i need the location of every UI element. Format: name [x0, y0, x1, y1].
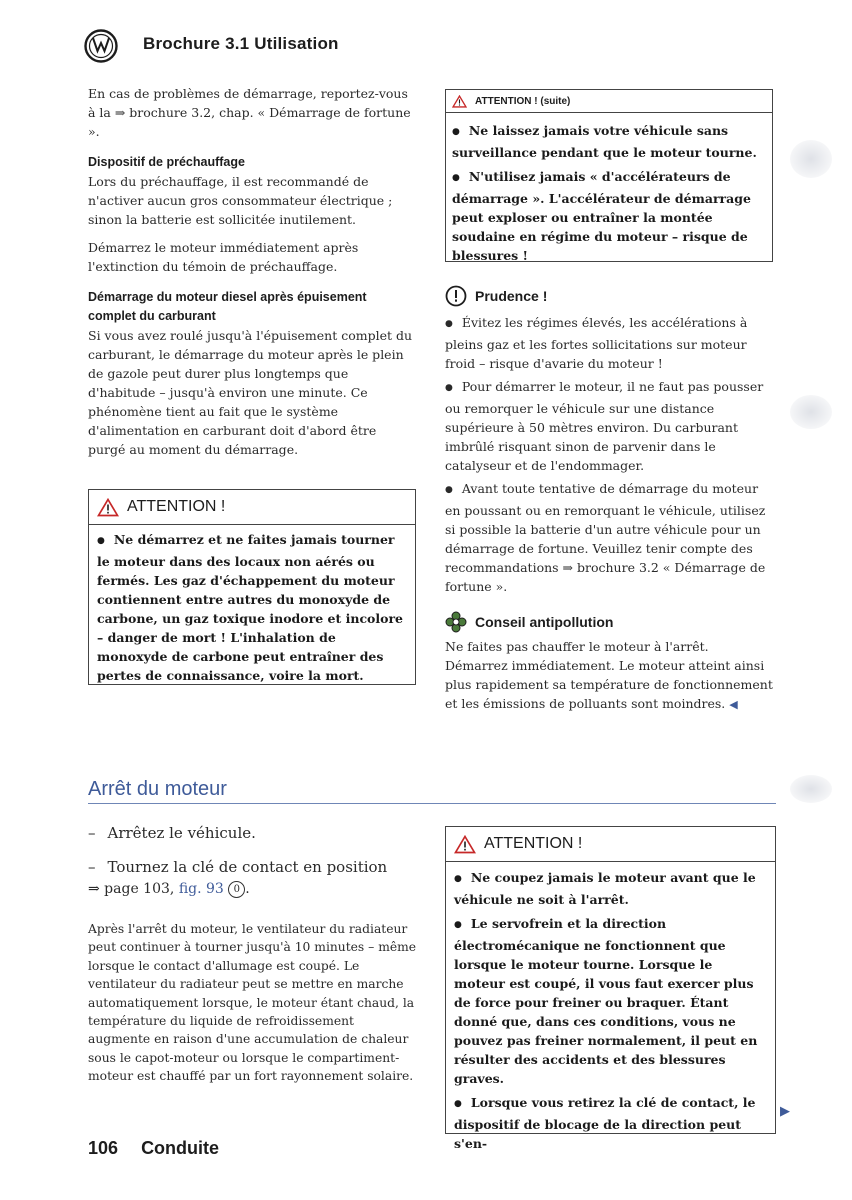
scan-artifact — [790, 140, 832, 178]
warning-box-continued — [445, 89, 773, 262]
warning2-item: ● Lorsque vous retirez la clé de contact, le dispositif de blocage de la direction peut s'en- — [454, 1093, 765, 1153]
page-number: 106 — [88, 1138, 119, 1158]
heading-diesel: Démarrage du moteur diesel après épuisement complet du carburant — [88, 290, 367, 323]
warning-triangle-icon — [454, 835, 476, 854]
scan-artifact — [790, 775, 832, 803]
prudence-item: ● Évitez les régimes élevés, les accélérations à pleins gaz et les fortes sollicitations sur moteur froid – risque d'avarie du moteur ! — [445, 313, 775, 373]
warning-triangle-icon — [452, 95, 467, 108]
intro-paragraph: En cas de problèmes de démarrage, reportez-vous à la ⇒ brochure 3.2, chap. « Démarrage de fortune ». — [88, 86, 411, 139]
fan-paragraph: Après l'arrêt du moteur, le ventilateur du radiateur peut continuer à tourner jusqu'à 10 minutes – même lorsque le contact d'allumage est coupé. Le ventilateur du radiateur peut se mettre en marche automatiquement lorsque, le moteur étant chaud, la température du liquide de refroidissement augmente en raison d'une accumulation de chaleur sous le capot-moteur ou lorsque le compartiment-moteur est chauffé par un fort rayonnement solaire. — [88, 922, 417, 1084]
conseil-title: Conseil antipollution — [475, 613, 614, 630]
section-divider — [88, 803, 776, 804]
warning2-item: ● Le servofrein et la direction électromécanique ne fonctionnent que lorsque le moteur tourne. Lorsque le moteur est coupé, il vous faut exercer plus de force pour freiner ou braquer. Étant donné que, dans ces conditions, vous ne pouvez pas freiner normalement, il peut en résulter des accidents et des blessures graves. — [454, 914, 765, 1088]
ignition-position-icon: 0 — [228, 881, 245, 898]
flower-eco-icon — [445, 611, 467, 633]
figure-link[interactable]: fig. 93 — [178, 881, 224, 897]
step-reference: ⇒ page 103, fig. 93 0 . — [88, 881, 250, 897]
warning-title: ATTENTION ! — [127, 498, 226, 515]
warning-cont-title: ATTENTION ! (suite) — [475, 95, 571, 107]
warning2-title: ATTENTION ! — [484, 835, 583, 852]
prudence-item: ● Pour démarrer le moteur, il ne faut pas pousser ou remorquer le véhicule sur une distance supérieure à 50 mètres environ. Du carburant imbrûlé risquant sinon de parvenir dans le catalyseur et de l'endommager. — [445, 377, 775, 475]
step-item: – Tournez la clé de contact en position — [88, 858, 388, 876]
section-title: Arrêt du moteur — [88, 778, 227, 800]
paragraph-diesel: Si vous avez roulé jusqu'à l'épuisement complet du carburant, le démarrage du moteur après le plein de gazole peut durer plus longtemps que d'habitude – jusqu'à environ une minute. Ce phénomène tient au fait que le système d'alimentation en carburant doit d'abord être purgé au moment du démarrage. — [88, 328, 413, 457]
prudence-item: ● Avant toute tentative de démarrage du moteur en poussant ou en remorquant le véhicule, utilisez si possible la batterie d'un autre véhicule pour un démarrage de fortune. Veuillez tenir compte des recommandations ⇒ brochure 3.2 « Démarrage de fortune ». — [445, 479, 775, 596]
warning2-item: ● Ne coupez jamais le moteur avant que le véhicule ne soit à l'arrêt. — [454, 868, 765, 909]
warning-cont-item: ● N'utilisez jamais « d'accélérateurs de démarrage ». L'accélérateur de démarrage peut exploser ou entraîner la montée soudaine en régime du moteur – risque de blessures ! — [452, 167, 762, 265]
vw-logo-icon — [84, 29, 118, 63]
left-column — [88, 84, 414, 459]
end-marker-icon: ◀ — [729, 698, 738, 711]
footer-section: Conduite — [141, 1138, 220, 1158]
prudence-section — [445, 285, 775, 596]
heading-prechauffage: Dispositif de préchauffage — [88, 155, 245, 169]
page-header-title: Brochure 3.1 Utilisation — [143, 34, 339, 53]
step-item: – Arrêtez le véhicule. — [88, 824, 256, 842]
warning-triangle-icon — [97, 498, 119, 517]
warning-box-engine-enclosed — [88, 489, 416, 685]
continue-arrow-icon: ▶ — [780, 1104, 790, 1119]
warning-cont-header — [446, 90, 772, 112]
warning-box-header — [89, 490, 415, 524]
prudence-title: Prudence ! — [475, 287, 548, 304]
steps-list — [88, 822, 418, 900]
warning-cont-item: ● Ne laissez jamais votre véhicule sans surveillance pendant que le moteur tourne. — [452, 121, 762, 162]
warning-text: ● Ne démarrez et ne faites jamais tourner le moteur dans des locaux non aérés ou fermés. Les gaz d'échappement du moteur contiennent entre autres du monoxyde de carbone, un gaz toxique inodore et incolore – danger de mort ! L'inhalation de monoxyde de carbone peut entraîner des pertes de connaissance, voire la mort. — [97, 530, 405, 685]
warning-box-header — [446, 827, 775, 861]
paragraph-prechauffage: Lors du préchauffage, il est recommandé de n'activer aucun gros consommateur électrique ; sinon la batterie est sollicitée inutilement. — [88, 174, 393, 227]
page-footer — [88, 1138, 219, 1159]
conseil-text: Ne faites pas chauffer le moteur à l'arrêt. Démarrez immédiatement. Le moteur atteint ainsi plus rapidement sa température de fonctionnement et les émissions de polluants sont moindres. ◀ — [445, 639, 773, 711]
warning-box-stop-engine — [445, 826, 776, 1151]
caution-circle-icon — [445, 285, 467, 307]
conseil-section — [445, 611, 775, 714]
paragraph-demarrez: Démarrez le moteur immédiatement après l'extinction du témoin de préchauffage. — [88, 240, 359, 274]
scan-artifact — [790, 395, 832, 429]
